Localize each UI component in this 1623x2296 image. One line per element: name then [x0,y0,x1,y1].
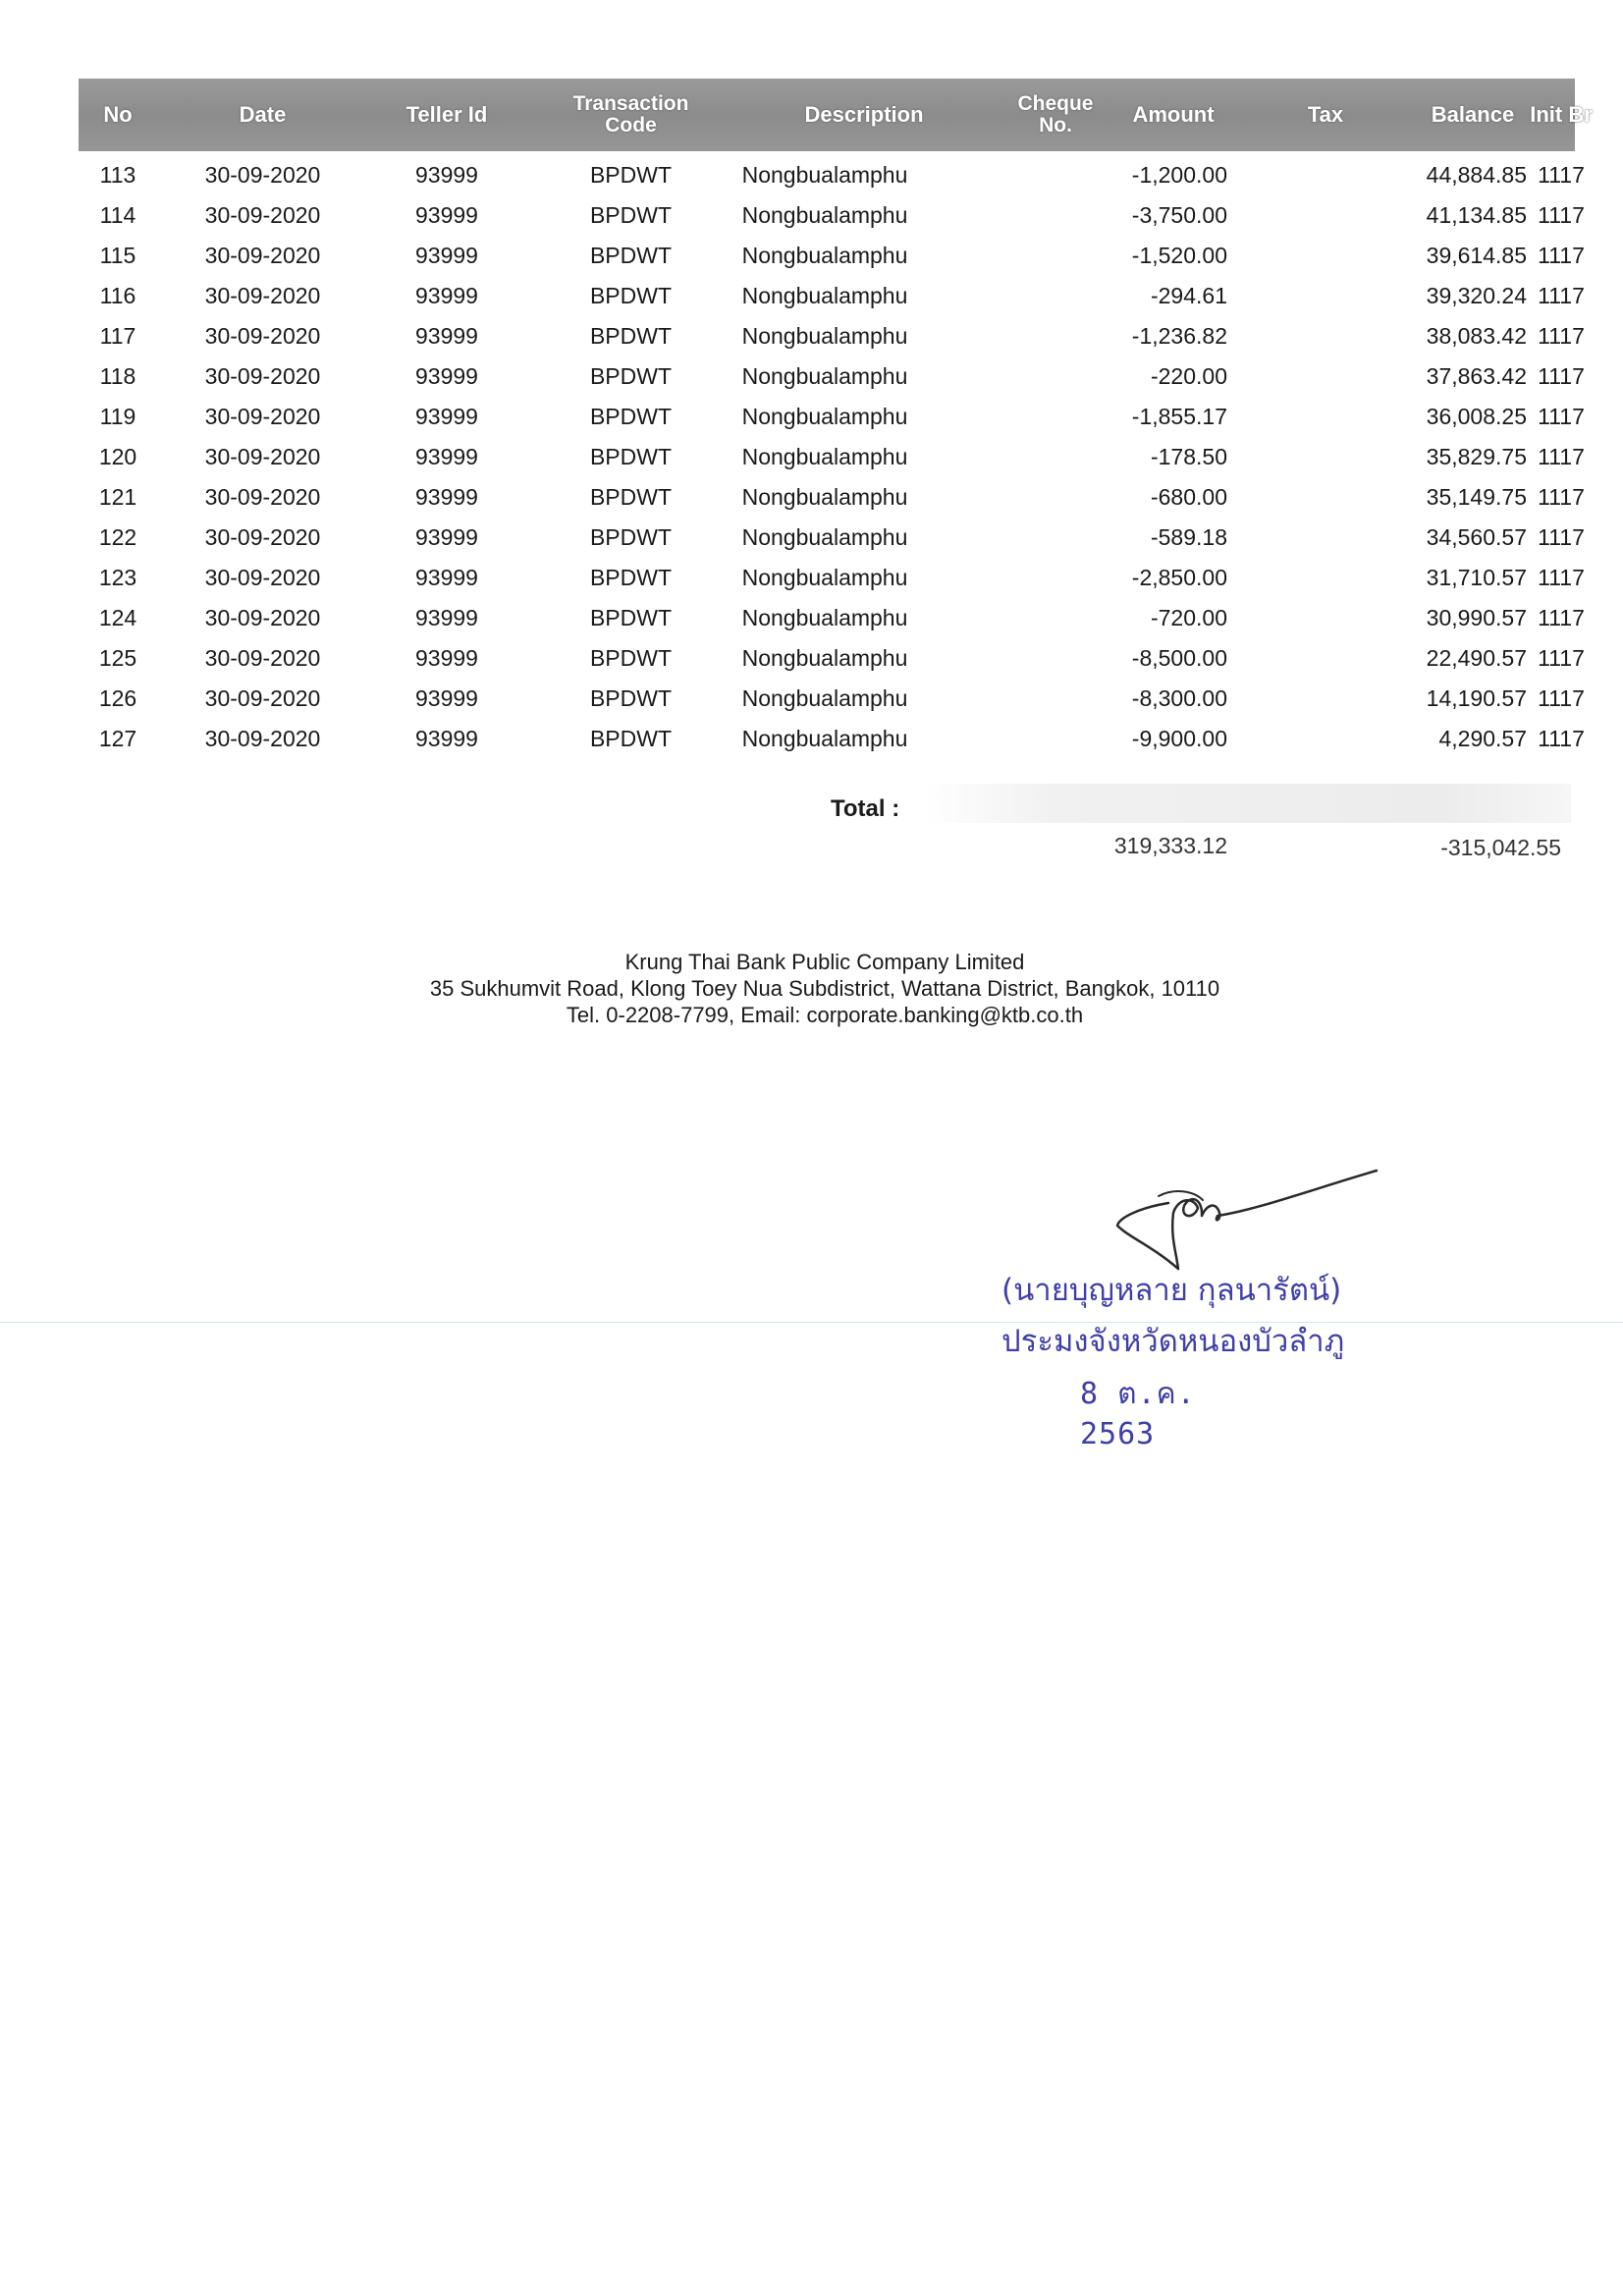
row-transaction-code: BPDWT [589,484,673,510]
header-cheque-line2: No. [1039,114,1072,137]
row-amount: -720.00 [1150,605,1227,630]
row-date: 30-09-2020 [204,565,321,590]
row-description: Nongbualamphu [741,685,908,711]
row-balance: 14,190.57 [1426,685,1527,711]
row-description: Nongbualamphu [741,484,908,510]
header-no: No [103,102,133,127]
row-teller-id: 93999 [415,645,478,671]
table-row [79,679,1585,719]
row-init-br: 1117 [1538,323,1585,349]
row-balance: 39,614.85 [1426,243,1527,268]
row-date: 30-09-2020 [204,202,321,228]
row-balance: 39,320.24 [1426,283,1527,308]
header-transaction-code-line1: Transaction [572,92,689,115]
row-amount: -1,236.82 [1131,323,1227,349]
table-row [79,316,1585,356]
row-no: 118 [99,363,136,389]
row-date: 30-09-2020 [204,323,321,349]
row-no: 124 [98,605,137,630]
row-description: Nongbualamphu [741,524,908,550]
row-date: 30-09-2020 [204,645,321,671]
row-no: 120 [98,444,137,469]
header-cheque-line1: Cheque [1017,92,1094,115]
row-description: Nongbualamphu [741,363,908,389]
row-init-br: 1117 [1538,162,1585,188]
footer-contact: Tel. 0-2208-7799, Email: corporate.banking@ktb.co.th [566,1003,1084,1027]
signature-icon [1100,1159,1394,1277]
row-teller-id: 93999 [415,685,478,711]
row-transaction-code: BPDWT [589,363,673,389]
row-date: 30-09-2020 [204,283,321,308]
row-balance: 30,990.57 [1426,605,1527,630]
row-balance: 4,290.57 [1438,726,1527,751]
row-amount: -220.00 [1150,363,1227,389]
row-balance: 22,490.57 [1426,645,1527,671]
row-balance: 34,560.57 [1426,524,1527,550]
header-init-br: Init Br [1530,102,1593,127]
row-init-br: 1117 [1538,605,1585,630]
row-teller-id: 93999 [415,162,478,188]
bank-footer [295,949,1355,1028]
row-teller-id: 93999 [415,484,478,510]
row-date: 30-09-2020 [204,524,321,550]
row-init-br: 1117 [1538,363,1585,389]
row-amount: -3,750.00 [1131,202,1227,228]
row-no: 117 [99,323,136,349]
row-no: 115 [99,243,136,268]
row-teller-id: 93999 [415,404,478,429]
row-teller-id: 93999 [415,202,478,228]
table-row [79,195,1585,236]
row-description: Nongbualamphu [741,605,908,630]
header-tax: Tax [1307,102,1344,127]
row-amount: -8,500.00 [1131,645,1227,671]
row-transaction-code: BPDWT [589,404,673,429]
table-row [79,397,1585,437]
row-amount: -178.50 [1150,444,1227,469]
stamp-name: (นายบุญหลาย กุลนารัตน์) [1001,1273,1342,1308]
row-date: 30-09-2020 [204,685,321,711]
row-amount: -680.00 [1150,484,1227,510]
table-row [79,276,1585,316]
row-description: Nongbualamphu [741,645,908,671]
row-date: 30-09-2020 [204,726,321,751]
row-no: 123 [98,565,137,590]
row-description: Nongbualamphu [741,726,908,751]
header-amount: Amount [1132,102,1215,127]
row-teller-id: 93999 [415,243,478,268]
header-date: Date [239,102,287,127]
row-description: Nongbualamphu [741,202,908,228]
row-no: 121 [98,484,137,510]
table-body [79,155,1585,759]
table-row [79,356,1585,397]
table-row [79,477,1585,518]
row-amount: -589.18 [1150,524,1227,550]
header-description: Description [804,102,924,127]
row-init-br: 1117 [1538,404,1585,429]
header-balance: Balance [1431,102,1515,127]
row-teller-id: 93999 [415,726,478,751]
row-date: 30-09-2020 [204,243,321,268]
row-date: 30-09-2020 [204,162,321,188]
row-balance: 37,863.42 [1426,363,1527,389]
header-transaction-code-line2: Code [605,114,657,137]
row-balance: 35,829.75 [1426,444,1527,469]
row-balance: 44,884.85 [1426,162,1527,188]
row-description: Nongbualamphu [741,444,908,469]
stamp-date: 8 ต.ค. 2563 [1080,1377,1196,1451]
total-amount: 319,333.12 [1113,833,1227,858]
row-transaction-code: BPDWT [589,685,673,711]
row-balance: 36,008.25 [1426,404,1527,429]
header-teller-id: Teller Id [406,102,488,127]
row-amount: -9,900.00 [1131,726,1227,751]
table-header [79,79,1593,151]
table-row [79,236,1585,276]
row-amount: -1,520.00 [1131,243,1227,268]
row-init-br: 1117 [1538,444,1585,469]
row-init-br: 1117 [1538,645,1585,671]
row-init-br: 1117 [1538,524,1585,550]
row-init-br: 1117 [1538,685,1585,711]
row-description: Nongbualamphu [741,283,908,308]
row-no: 127 [98,726,137,751]
row-teller-id: 93999 [415,605,478,630]
row-date: 30-09-2020 [204,444,321,469]
row-teller-id: 93999 [415,363,478,389]
row-transaction-code: BPDWT [589,605,673,630]
row-description: Nongbualamphu [741,323,908,349]
row-balance: 41,134.85 [1426,202,1527,228]
row-description: Nongbualamphu [741,243,908,268]
row-amount: -294.61 [1150,283,1227,308]
row-transaction-code: BPDWT [589,283,673,308]
row-init-br: 1117 [1538,565,1585,590]
stamp-title: ประมงจังหวัดหนองบัวลำภู [1001,1324,1345,1359]
row-no: 114 [99,202,136,228]
row-no: 126 [98,685,137,711]
table-row [79,638,1585,679]
total-band [923,784,1571,823]
header-transaction-code [525,79,736,151]
table-row [79,437,1585,477]
row-init-br: 1117 [1538,283,1585,308]
row-transaction-code: BPDWT [589,243,673,268]
row-amount: -2,850.00 [1131,565,1227,590]
row-no: 113 [99,162,136,188]
row-transaction-code: BPDWT [589,323,673,349]
table-row [79,719,1585,759]
table-row [79,518,1585,558]
footer-company: Krung Thai Bank Public Company Limited [624,950,1025,974]
row-description: Nongbualamphu [741,404,908,429]
table-row [79,558,1585,598]
row-transaction-code: BPDWT [589,524,673,550]
row-teller-id: 93999 [415,444,478,469]
total-balance: -315,042.55 [1440,835,1561,860]
row-date: 30-09-2020 [204,363,321,389]
row-init-br: 1117 [1538,202,1585,228]
row-teller-id: 93999 [415,283,478,308]
row-teller-id: 93999 [415,323,478,349]
footer-address: 35 Sukhumvit Road, Klong Toey Nua Subdistrict, Wattana District, Bangkok, 10110 [429,976,1220,1001]
row-no: 119 [99,404,136,429]
row-init-br: 1117 [1538,726,1585,751]
row-init-br: 1117 [1538,243,1585,268]
row-no: 125 [98,645,137,671]
row-date: 30-09-2020 [204,404,321,429]
row-description: Nongbualamphu [741,162,908,188]
row-transaction-code: BPDWT [589,162,673,188]
row-amount: -8,300.00 [1131,685,1227,711]
row-date: 30-09-2020 [204,484,321,510]
row-amount: -1,855.17 [1131,404,1227,429]
total-label: Total : [831,795,900,822]
row-date: 30-09-2020 [204,605,321,630]
row-teller-id: 93999 [415,524,478,550]
row-init-br: 1117 [1538,484,1585,510]
row-transaction-code: BPDWT [589,202,673,228]
row-no: 116 [99,283,136,308]
row-no: 122 [98,524,137,550]
row-transaction-code: BPDWT [589,444,673,469]
table-row [79,155,1585,195]
row-amount: -1,200.00 [1131,162,1227,188]
row-transaction-code: BPDWT [589,565,673,590]
row-balance: 31,710.57 [1426,565,1527,590]
row-balance: 38,083.42 [1426,323,1527,349]
row-transaction-code: BPDWT [589,645,673,671]
row-teller-id: 93999 [415,565,478,590]
row-balance: 35,149.75 [1426,484,1527,510]
row-description: Nongbualamphu [741,565,908,590]
row-transaction-code: BPDWT [589,726,673,751]
table-row [79,598,1585,638]
